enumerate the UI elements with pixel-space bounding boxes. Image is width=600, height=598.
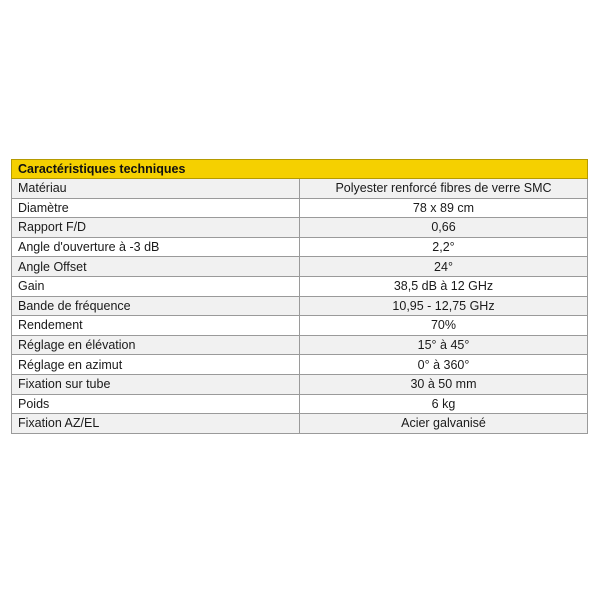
spec-label: Bande de fréquence — [12, 296, 300, 316]
table-row — [12, 316, 588, 336]
spec-value: Polyester renforcé fibres de verre SMC — [300, 179, 588, 199]
table-row — [12, 296, 588, 316]
spec-label: Matériau — [12, 179, 300, 199]
spec-label: Fixation sur tube — [12, 374, 300, 394]
spec-value: 2,2° — [300, 237, 588, 257]
table-row — [12, 335, 588, 355]
table-row — [12, 414, 588, 434]
spec-value: 6 kg — [300, 394, 588, 414]
spec-label: Rapport F/D — [12, 218, 300, 238]
spec-label: Diamètre — [12, 198, 300, 218]
spec-label: Poids — [12, 394, 300, 414]
spec-label: Rendement — [12, 316, 300, 336]
table-row — [12, 355, 588, 375]
table-row — [12, 374, 588, 394]
spec-value: 15° à 45° — [300, 335, 588, 355]
table-row — [12, 198, 588, 218]
spec-table-title: Caractéristiques techniques — [12, 160, 588, 179]
table-row — [12, 276, 588, 296]
spec-value: 0,66 — [300, 218, 588, 238]
table-row — [12, 218, 588, 238]
spec-value: 30 à 50 mm — [300, 374, 588, 394]
spec-label: Réglage en azimut — [12, 355, 300, 375]
spec-value: 78 x 89 cm — [300, 198, 588, 218]
spec-value: 10,95 - 12,75 GHz — [300, 296, 588, 316]
spec-label: Fixation AZ/EL — [12, 414, 300, 434]
spec-value: 38,5 dB à 12 GHz — [300, 276, 588, 296]
spec-label: Gain — [12, 276, 300, 296]
spec-value: 70% — [300, 316, 588, 336]
spec-table — [11, 159, 588, 434]
spec-label: Réglage en élévation — [12, 335, 300, 355]
table-row — [12, 257, 588, 277]
spec-value: 24° — [300, 257, 588, 277]
table-row — [12, 179, 588, 199]
spec-label: Angle d'ouverture à -3 dB — [12, 237, 300, 257]
spec-table-header-row — [12, 160, 588, 179]
spec-table-body — [12, 179, 588, 434]
table-row — [12, 237, 588, 257]
spec-value: 0° à 360° — [300, 355, 588, 375]
spec-value: Acier galvanisé — [300, 414, 588, 434]
table-row — [12, 394, 588, 414]
spec-label: Angle Offset — [12, 257, 300, 277]
